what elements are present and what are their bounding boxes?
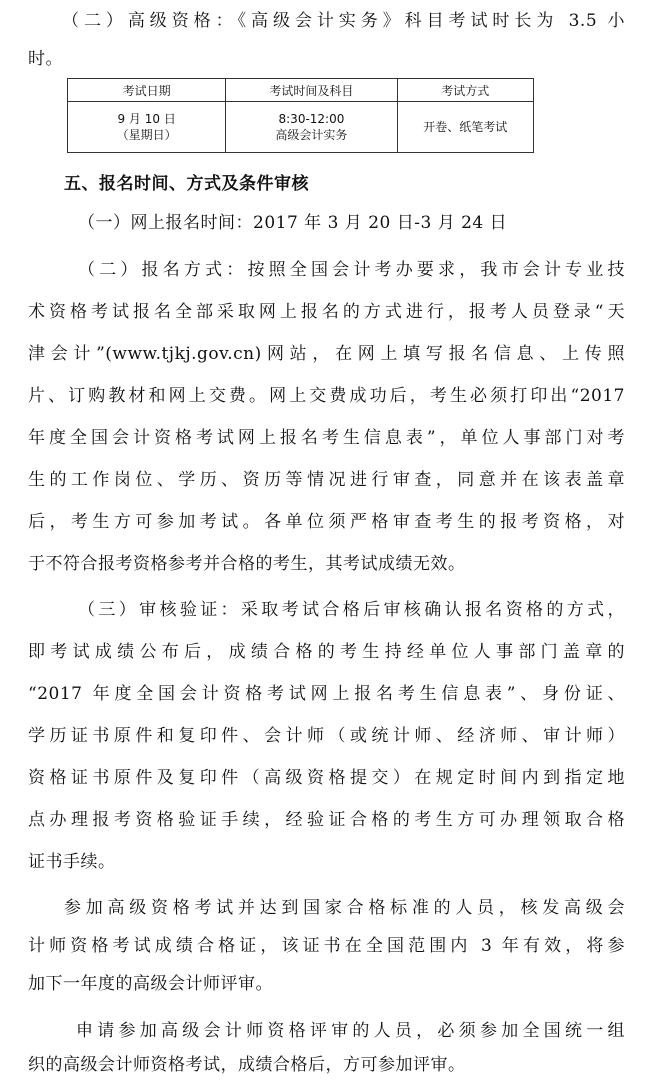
- verify-line: 即考试成绩公布后，成绩合格的考生持经单位人事部门盖章的: [28, 642, 625, 662]
- review-line: 申请参加高级会计师资格评审的人员，必须参加全国统一组: [76, 1021, 625, 1041]
- date-text: 9 月 10 日: [117, 112, 176, 126]
- certificate-line: 计师资格考试成绩合格证，该证书在全国范围内 3 年有效，将参: [28, 936, 625, 956]
- method-line: 于不符合报考资格参考并合格的考生，其考试成绩无效。: [28, 554, 466, 574]
- cell-exam-method: 开卷、纸笔考试: [397, 102, 533, 153]
- method-line: 后，考生方可参加考试。各单位须严格审查考生的报考资格，对: [28, 512, 625, 532]
- verify-line: （三）审核验证：采取考试合格后审核确认报名资格的方式，: [78, 600, 625, 620]
- header-exam-date: 考试日期: [68, 79, 226, 102]
- review-line: 织的高级会计师资格考试，成绩合格后，方可参加评审。: [28, 1055, 466, 1075]
- verify-line: 点办理报考资格验证手续，经验证合格的考生方可办理领取合格: [28, 810, 625, 830]
- method-line: 片、订购教材和网上交费。网上交费成功后，考生必须打印出“2017: [28, 386, 625, 406]
- table-header-row: [68, 79, 534, 102]
- time-text: 8:30-12:00: [278, 112, 345, 126]
- method-line: 年度全国会计资格考试网上报名考生信息表”，单位人事部门对考: [28, 428, 625, 448]
- method-line: 生的工作岗位、学历、资历等情况进行审查，同意并在该表盖章: [28, 470, 625, 490]
- verify-line: “2017 年度全国会计资格考试网上报名考生信息表”、身份证、: [28, 684, 625, 704]
- verify-line: 学历证书原件和复印件、会计师（或统计师、经济师、审计师）: [28, 726, 625, 746]
- table-row: [68, 102, 534, 153]
- certificate-line: 加下一年度的高级会计师评审。: [28, 974, 273, 994]
- exam-schedule-table: [67, 78, 534, 153]
- subject-text: 高级会计实务: [275, 128, 348, 142]
- section-heading: 五、报名时间、方式及条件审核: [64, 174, 309, 194]
- header-exam-method: 考试方式: [397, 79, 533, 102]
- intro-line-2: 时。: [28, 49, 63, 69]
- intro-line-1: （二）高级资格：《高级会计实务》科目考试时长为 3.5 小: [62, 11, 625, 31]
- certificate-line: 参加高级资格考试并达到国家合格标准的人员，核发高级会: [64, 898, 625, 918]
- header-exam-time-subject: 考试时间及科目: [226, 79, 397, 102]
- method-line: 术资格考试报名全部采取网上报名的方式进行，报考人员登录“天: [28, 302, 625, 322]
- verify-line: 证书手续。: [28, 852, 116, 872]
- method-line: （二）报名方式：按照全国会计考办要求，我市会计专业技: [78, 260, 625, 280]
- weekday-text: （星期日）: [116, 128, 177, 142]
- method-line: 津会计”(www.tjkj.gov.cn)网站，在网上填写报名信息、上传照: [28, 344, 625, 364]
- verify-line: 资格证书原件及复印件（高级资格提交）在规定时间内到指定地: [28, 768, 625, 788]
- cell-exam-time-subject: [226, 102, 397, 153]
- cell-exam-date: [68, 102, 226, 153]
- online-time-line: （一）网上报名时间：2017 年 3 月 20 日-3 月 24 日: [78, 213, 508, 233]
